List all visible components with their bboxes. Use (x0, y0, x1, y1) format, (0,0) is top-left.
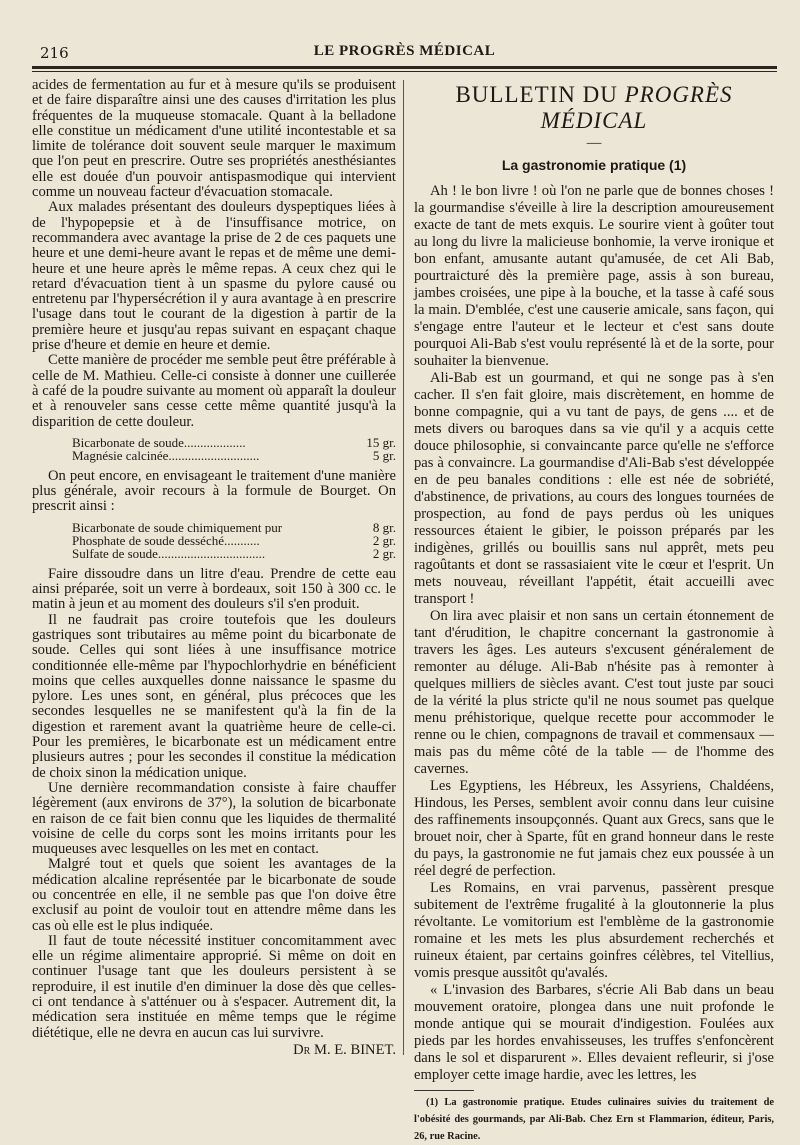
formula-quantity: 8 gr. (372, 519, 396, 535)
formula-substance: Bicarbonate de soude................... (72, 435, 246, 450)
paragraph: « L'invasion des Barbares, s'écrie Ali Bab dans un beau mouvement oratoire, plongea dans une nuit profonde le monde antique qui se mourait d'indigestion. Foulées aux pieds par les hordes envahisseuses, les truffes s'enfoncèrent dans le sol et disparurent ». Elles devaient refleurir, si j'ose employer cette image hardie, avec les lettres, les (414, 982, 774, 1084)
paragraph: Les Romains, en vrai parvenus, passèrent presque subitement de l'extrême frugalité à la gloutonnerie la plus révoltante. Le vomitorium est l'emblème de la gastronomie romaine et les mets les plus absurdement recherchés et ruineux étaient, par certains goinfres célèbres, tel Vitellius, vomis presque aussitôt qu'avalés. (414, 880, 774, 982)
formula-substance: Bicarbonate de soude chimiquement pur (72, 520, 283, 534)
formula-row (72, 449, 396, 462)
author-signature: Dr M. E. BINET. (293, 1041, 396, 1058)
paragraph: Aux malades présentant des douleurs dyspeptiques liées à de l'hypopepsie et à de l'insuffisance motrice, on recommandera avec avantage la prise de 2 de ces paquets une heure et une demi-heure avant le repas et de même une demi-heure et une heure après le même repas. A ceux chez qui le retard d'évacuation tient à un spasme du pylore causé ou entretenu par l'hypersécrétion il y aura avantage à en prescrire l'usage dans tout le courant de la digestion à partir de la première heure et jusqu'au repas suivant en espaçant chaque prise d'heure et demie en heure et demie. (32, 199, 396, 354)
paragraph: Il ne faudrait pas croire toutefois que les douleurs gastriques sont tributaires au même point du bicarbonate de soude. Celles qui sont liées à une insuffisance motrice conditionnée elle-même par l'hypochlorhydrie en bénéficient moins que celles auxquelles donne naissance le spasme du pylore. Les unes sont, en général, plus précoces que les secondes lesquelles ne se manifestent qu'à la fin de la digestion et rarement avant la quatrième heure de celle-ci. Pour les premières, le bicarbonate est un médicament entre plusieurs autres ; pour les secondes il constitue la médication de choix sinon la médication unique. (32, 611, 396, 781)
paragraph: Malgré tout et quels que soient les avantages de la médication alcaline représentée par le bicarbonate de soude ou concentrée en elle, il ne semble pas que l'on doive être exclusif au point de vouloir tout en attendre même dans les cas où elle est le plus indiquée. (32, 856, 396, 934)
running-title: LE PROGRÈS MÉDICAL (313, 43, 496, 59)
paragraph: On lira avec plaisir et non sans un certain étonnement de tant d'érudition, le chapitre concernant la gastronomie à travers les âges. Les auteurs s'excusent généralement de remonter au déluge. Ali-Bab n'hésite pas à remonter à quelques milliers de siècles avant. C'est tout juste par souci de la vérité la plus stricte qu'il ne nous soumet pas quelque menu préhistorique, quelque recette pour accommoder le renne ou le chien, compagnons de travail et commensaux — mais pas du même côté de la table — de l'homme des cavernes. (414, 608, 774, 778)
formula-substance: Phosphate de soude desséché........... (72, 533, 260, 548)
formula-quantity: 2 gr. (372, 546, 396, 562)
formula-row (72, 436, 396, 449)
formula-row (72, 547, 396, 560)
paragraph: On peut encore, en envisageant le traitement d'une manière plus générale, avoir recours à la formule de Bourget. On prescrit ainsi : (32, 467, 396, 515)
formula-substance: Sulfate de soude................................. (72, 547, 266, 561)
article-title: La gastronomie pratique (1) (501, 157, 687, 173)
formula-row (72, 534, 396, 547)
formula-quantity: 5 gr. (372, 448, 396, 464)
formula-quantity: 15 gr. (366, 434, 396, 450)
footnote: (1) La gastronomie pratique. Etudes culinaires suivies du traitement de l'obésité des gourmands, par Ali-Bab. Chez Ern st Flammarion, éditeur, Paris, 26, rue Racine. (414, 1097, 774, 1143)
bulletin-heading-roman: BULLETIN DU (455, 82, 618, 107)
formula-substance: Magnésie calcinée............................ (72, 449, 260, 463)
column-divider (403, 80, 404, 1055)
formula-row (72, 521, 396, 534)
bulletin-heading (414, 82, 774, 134)
formula-mathieu (72, 436, 396, 463)
formula-bourget (72, 521, 396, 561)
page-header (32, 38, 777, 68)
right-column (414, 82, 774, 1145)
paragraph: Ali-Bab est un gourmand, et qui ne songe pas à s'en cacher. Il s'en fait gloire, mais discrètement, en homme de bonne compagnie, qui a vu tant de pays, de gens .... et de mets divers ou baroques dans sa vie qu'il y a acquis cette douce philosophie, si convaincante parce qu'elle ne s'efforce pas à convaincre. La gourmandise d'Ali-Bab s'est développée en de peu banales conditions : elle est née de sobriété, d'abstinence, de privations, au cours des longues tournées de prospection, au fond de pays perdus où les uniques ressources étaient le gibier, le poisson préparés par les indigènes, grillés ou bouillis sans nul apprêt, mets peu ragoûtants et dont se rassasiaient vite le cœur et l'esprit. Un mets nouveau, réveillant l'appétit, était accueilli avec transport ! (414, 370, 774, 608)
footnote-rule (414, 1090, 474, 1091)
bulletin-heading-italic: PROGRÈS MÉDICAL (540, 82, 733, 133)
left-column (32, 78, 396, 1058)
header-rule-thin (32, 71, 777, 72)
header-rule-thick (32, 66, 777, 69)
page-number: 216 (40, 44, 69, 62)
heading-dash: — (586, 135, 602, 151)
paragraph: Il faut de toute nécessité instituer concomitamment avec elle un régime alimentaire approprié. Si même on doit en continuer l'usage tant que les douleurs persistent à se reproduire, il est inutile d'en diminuer la dose dès que celles-ci ont tendance à s'atténuer ou à s'espacer. Autrement dit, la médication sera instituée en même temps que le régime diététique, elle ne devra en aucun cas lui survivre. (32, 932, 396, 1041)
paragraph: Faire dissoudre dans un litre d'eau. Prendre de cette eau ainsi préparée, soit un verre à bordeaux, soit 150 à 300 cc. le matin à jeun et au moment des douleurs s'il s'en produit. (32, 565, 396, 613)
paragraph: Les Egyptiens, les Hébreux, les Assyriens, Chaldéens, Hindous, les Perses, semblent avoir connu dans leur cuisine des raffinements insoupçonnés. Quant aux Grecs, sans que le brouet noir, cher à Sparte, fût en grand honneur dans le reste du pays, la gastronomie ne fut jamais chez eux poussée à un réel degré de perfection. (414, 778, 774, 880)
paragraph: Ah ! le bon livre ! où l'on ne parle que de bonnes choses ! la gourmandise s'éveille à lire la description amoureusement exacte de tant de mets exquis. Le sourire vient à goûter tout au long du livre la malicieuse bonhomie, la verve ironique et bon enfant, amusante autant qu'amusée, de cet Ali Bab, pourtraicturé dès la première page, assis à son bureau, jambes croisées, une pipe à la bouche, et la tasse à café sous la main. D'emblée, c'est une causerie amicale, sans façon, qui s'engage entre l'auteur et le lecteur et c'est sans doute pourquoi Ali-Bab s'est voulu représenté là et de la sorte, pour souhaiter la bienvenue. (414, 183, 774, 370)
formula-quantity: 2 gr. (372, 532, 396, 548)
paragraph: Une dernière recommandation consiste à faire chauffer légèrement (aux environs de 37°), la solution de bicarbonate en raison de ce fait bien connu que les liquides de thermalité voisine de celle du corps sont les moins irritants pour les muqueuses avec lesquelles on les met en contact. (32, 779, 396, 858)
paragraph: Cette manière de procéder me semble peut être préférable à celle de M. Mathieu. Celle-ci consiste à donner une cuillerée à café de la poudre suivante au moment où apparaît la douleur et à renouveler sans cesse cette même quantité jusqu'à la disparition de cette douleur. (32, 352, 396, 430)
paragraph: acides de fermentation au fur et à mesure qu'ils se produisent et de faire disparaître ainsi une des causes d'irritation les plus fréquentes de la muqueuse stomacale. Quant à la belladone elle constitue un médicament d'une utilité incontestable et sa limite de tolérance doit souvent seule marquer le maximum que l'on peut en prescrire. Outre ses propriétés anesthésiantes elle est douée d'un pouvoir antispasmodique qui intervient comme un nouveau facteur d'évacuation stomacale. (32, 77, 396, 201)
